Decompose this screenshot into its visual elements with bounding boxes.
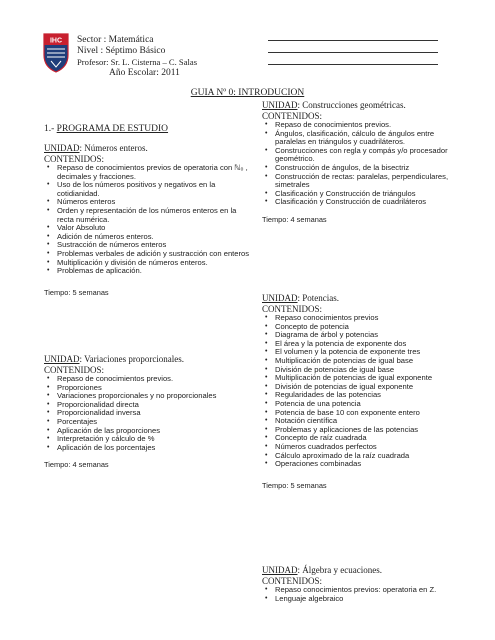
- content-item: • Proporcionalidad inversa: [44, 409, 254, 418]
- unit-name: : Números enteros.: [79, 143, 148, 153]
- header-anio: Año Escolar: 2011: [109, 68, 180, 78]
- content-item: • Clasificación y Construcción de cuadriláteros: [262, 198, 462, 207]
- content-item: • Ángulos, clasificación, cálculo de ángulos entre paralelas en triángulos y cuadriláteros.: [262, 130, 462, 147]
- contents-label: CONTENIDOS:: [262, 303, 322, 314]
- content-item: • Repaso conocimientos previos: operatoria en Z.: [262, 586, 474, 595]
- unit-algebra: [262, 565, 474, 603]
- content-item: • Repaso conocimientos previos: [262, 314, 474, 323]
- unit-name: : Variaciones proporcionales.: [79, 354, 185, 364]
- content-item: • Problemas verbales de adición y sustracción con enteros: [44, 250, 254, 259]
- content-item: • Repaso de conocimientos previos.: [262, 121, 462, 130]
- content-item: • El volumen y la potencia de exponente tres: [262, 348, 474, 357]
- content-item: • Interpretación y cálculo de %: [44, 435, 254, 444]
- unit-label: UNIDAD: [44, 143, 80, 153]
- content-item: • El área y la potencia de exponente dos: [262, 340, 474, 349]
- unit-potencias: [262, 293, 474, 490]
- unit-construcciones: [262, 100, 462, 224]
- blank-line: [268, 40, 438, 41]
- content-item: • Construcción de rectas: paralelas, perpendiculares, simetrales: [262, 173, 462, 190]
- contents-label: CONTENIDOS:: [262, 110, 322, 121]
- content-item: • Regularidades de las potencias: [262, 391, 474, 400]
- contents-label: CONTENIDOS:: [44, 153, 104, 164]
- contents-list: [262, 586, 474, 603]
- logo-text: IHC: [49, 37, 63, 45]
- content-item: • Uso de los números positivos y negativos en la cotidianidad.: [44, 181, 254, 198]
- content-item: • Sustracción de números enteros: [44, 241, 254, 250]
- header-profesor: Profesor: Sr. L. Cisterna – C. Salas: [77, 57, 198, 67]
- unit-label: UNIDAD: [262, 100, 298, 110]
- unit-name: : Álgebra y ecuaciones.: [297, 565, 382, 575]
- content-item: • Concepto de potencia: [262, 323, 474, 332]
- header-nivel: Nivel : Séptimo Básico: [77, 46, 166, 56]
- content-item: • Clasificación y Construcción de triángulos: [262, 190, 462, 199]
- content-item: • Cálculo aproximado de la raíz cuadrada: [262, 452, 474, 461]
- unit-time: Tiempo: 4 semanas: [262, 214, 327, 224]
- blank-line: [268, 64, 438, 65]
- header-sector: Sector : Matemática: [77, 35, 154, 45]
- unit-time: Tiempo: 4 semanas: [44, 460, 109, 470]
- content-item: • Números cuadrados perfectos: [262, 443, 474, 452]
- contents-list: [262, 314, 474, 469]
- content-item: • Proporcionalidad directa: [44, 401, 254, 410]
- unit-label: UNIDAD: [44, 354, 80, 364]
- contents-label: CONTENIDOS:: [262, 575, 322, 586]
- content-item: • Operaciones combinadas: [262, 460, 474, 469]
- content-item: • Multiplicación de potencias de igual exponente: [262, 374, 474, 383]
- content-item: • Concepto de raíz cuadrada: [262, 434, 474, 443]
- left-column: [44, 124, 254, 134]
- content-item: • Adición de números enteros.: [44, 233, 254, 242]
- school-crest-logo: [43, 33, 69, 73]
- content-item: • Multiplicación y división de números enteros.: [44, 259, 254, 268]
- content-item: • Lenguaje algebraico: [262, 595, 474, 604]
- program-heading: 1.- PROGRAMA DE ESTUDIO: [44, 124, 169, 134]
- contents-label: CONTENIDOS:: [44, 364, 104, 375]
- unit-numeros-enteros: [44, 143, 254, 297]
- content-item: • Problemas de aplicación.: [44, 267, 254, 276]
- unit-label: UNIDAD: [262, 565, 298, 575]
- unit-variaciones: [44, 354, 254, 469]
- content-item: • División de potencias de igual exponente: [262, 383, 474, 392]
- content-item: • Potencia de una potencia: [262, 400, 474, 409]
- unit-name: : Potencias.: [297, 293, 339, 303]
- content-item: • Repaso de conocimientos previos.: [44, 375, 254, 384]
- content-item: • Orden y representación de los números enteros en la recta numérica.: [44, 207, 254, 224]
- page-title: GUIA Nº 0: INTRODUCION: [190, 88, 305, 98]
- contents-list: [44, 375, 254, 452]
- unit-name: : Construcciones geométricas.: [297, 100, 406, 110]
- content-item: • Proporciones: [44, 384, 254, 393]
- content-item: • Notación científica: [262, 417, 474, 426]
- unit-label: UNIDAD: [262, 293, 298, 303]
- content-item: • Problemas y aplicaciones de las potencias: [262, 426, 474, 435]
- content-item: • Diagrama de árbol y potencias: [262, 331, 474, 340]
- unit-time: Tiempo: 5 semanas: [262, 480, 327, 490]
- content-item: • Construcciones con regla y compás y/o procesador geométrico.: [262, 147, 462, 164]
- blank-line: [268, 52, 438, 53]
- content-item: • Potencia de base 10 con exponente entero: [262, 409, 474, 418]
- content-item: • Variaciones proporcionales y no proporcionales: [44, 392, 254, 401]
- content-item: • Aplicación de las proporciones: [44, 427, 254, 436]
- content-item: • Repaso de conocimientos previos de operatoria con ℕ₀ , decimales y fracciones.: [44, 164, 254, 181]
- contents-list: [44, 164, 254, 276]
- content-item: • Porcentajes: [44, 418, 254, 427]
- contents-list: [262, 121, 462, 207]
- content-item: • Números enteros: [44, 198, 254, 207]
- content-item: • Aplicación de los porcentajes: [44, 444, 254, 453]
- content-item: • División de potencias de igual base: [262, 366, 474, 375]
- content-item: • Construcción de ángulos, de la bisectriz: [262, 164, 462, 173]
- content-item: • Valor Absoluto: [44, 224, 254, 233]
- content-item: • Multiplicación de potencias de igual base: [262, 357, 474, 366]
- unit-time: Tiempo: 5 semanas: [44, 287, 109, 297]
